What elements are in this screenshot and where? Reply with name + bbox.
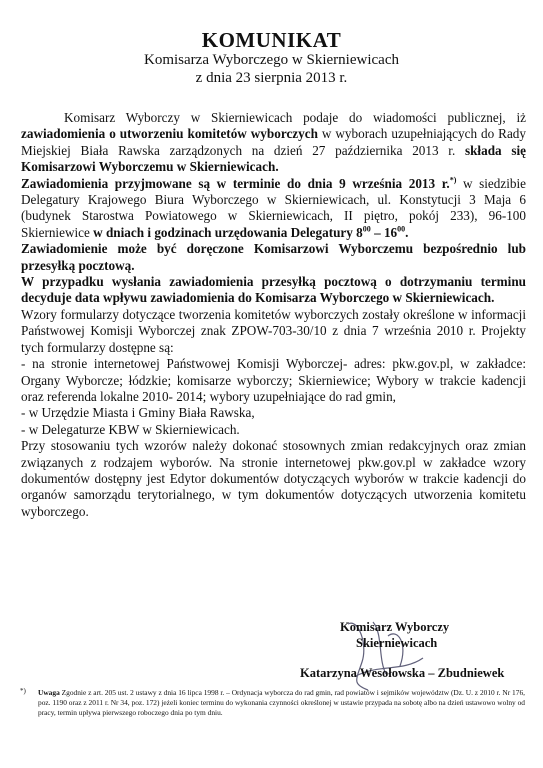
footnote-mark: *) [20,687,26,695]
date-line: z dnia 23 sierpnia 2013 r. [195,70,348,86]
list-item-pkw: - na stronie internetowej Państwowej Komisji Wyborczej- adres: pkw.gov.pl, w zakładce: Organy Wyborcze; łódzkie; komisarze wyborczy; Skierniewice; Wybory w trakcie kadencji oraz referenda lokalne 2010- 2014; wybory uzupełniające do rad gmin, [21,356,526,404]
signature-role: Komisarz Wyborczy [340,620,450,634]
announcement-body [21,110,526,520]
footnote-text [20,688,525,718]
office-hours-text: w dniach i godzinach urzędowania Delegatury 8 [93,224,363,240]
list-item-delegation: - w Delegaturze KBW w Skierniewicach. [21,421,240,437]
footnote-body: Zgodnie z art. 205 ust. 2 ustawy z dnia 16 lipca 1998 r. – Ordynacja wyborcza do rad gmin, rad powiatów i sejmików województw (Dz. U. z 2010 r. Nr 176, poz. 1190 oraz z 2011 r. Nr 34, poz. 172) jeżeli koniec terminu do wykonania czynności określonej w ustawie przypada na sobotę albo na dzień ustawowo wolny od pracy, termin upływa pierwszego roboczego dnia po tym dniu. [38,688,525,717]
paragraph-postal: W przypadku wysłania zawiadomienia przesyłką pocztową o dotrzymaniu terminu decyduje data wpływu zawiadomienia do Komisarza Wyborczego w Skierniewicach. [21,274,526,306]
para1-bold-2: składa się Komisarzowi Wyborczemu w Skierniewicach. [21,142,526,175]
hours-dot: . [405,224,409,240]
signature-location: Skierniewicach [356,636,438,650]
para1-text-2: w wyborach uzupełniających do Rady Miejskiej Biała Rawska zarządzonych na dzień 27 października 2013 r. [21,126,526,158]
para1-text-1: Komisarz Wyborczy w Skierniewicach podaje do wiadomości publicznej, iż [64,110,526,125]
hours-dash: – 16 [370,224,398,240]
hours-sup-1: 00 [362,224,371,234]
list-item-city-office: - w Urzędzie Miasta i Gminy Biała Rawska, [21,405,255,421]
paragraph-deadline [21,176,526,242]
footnote-label: Uwaga [38,688,60,697]
document-title: KOMUNIKAT [201,28,342,52]
paragraph-editor: Przy stosowaniu tych wzorów należy dokonać stosownych zmian redakcyjnych oraz zmian związanych z rodzajem wyborów. Na stronie internetowej pkw.gov.pl w zakładce wzory dokumentów dostępny jest Edytor dokumentów dotyczących wyborów w trakcie kadencji do organów samorządu terytorialnego, w tym dokumentów dotyczących utworzenia komitetu wyborczego. [21,438,526,519]
paragraph-delivery: Zawiadomienie może być doręczone Komisarzowi Wyborczemu bezpośrednio lub przesyłką pocztową. [21,241,526,273]
footnote-ref: *) [449,175,457,185]
hours-sup-2: 00 [397,224,406,234]
deadline-text: Zawiadomienia przyjmowane są w terminie do dnia 9 września 2013 r. [21,175,450,191]
address-text: w siedzibie Delegatury Krajowego Biura Wyborczego w Skierniewicach, ul. Konstytucji 3 Maja 6 (budynek Starostwa Powiatowego w Skierniewicach, II piętro, pokój 233), 96-100 Skierniewice [21,175,526,240]
footnote [20,688,525,718]
signatory-name: Katarzyna Wesołowska – Zbudniewek [300,666,505,680]
paragraph-main [21,110,526,176]
para1-bold-1: zawiadomienia o utworzeniu komitetów wyborczych [21,126,318,142]
paragraph-forms: Wzory formularzy dotyczące tworzenia komitetów wyborczych zostały określone w informacji Państwowej Komisji Wyborczej znak ZPOW-703-30/10 z dnia 7 września 2010 r. Projekty tych formularzy dostępne są: [21,306,526,355]
issuer-line: Komisarza Wyborczego w Skierniewicach [144,52,399,68]
